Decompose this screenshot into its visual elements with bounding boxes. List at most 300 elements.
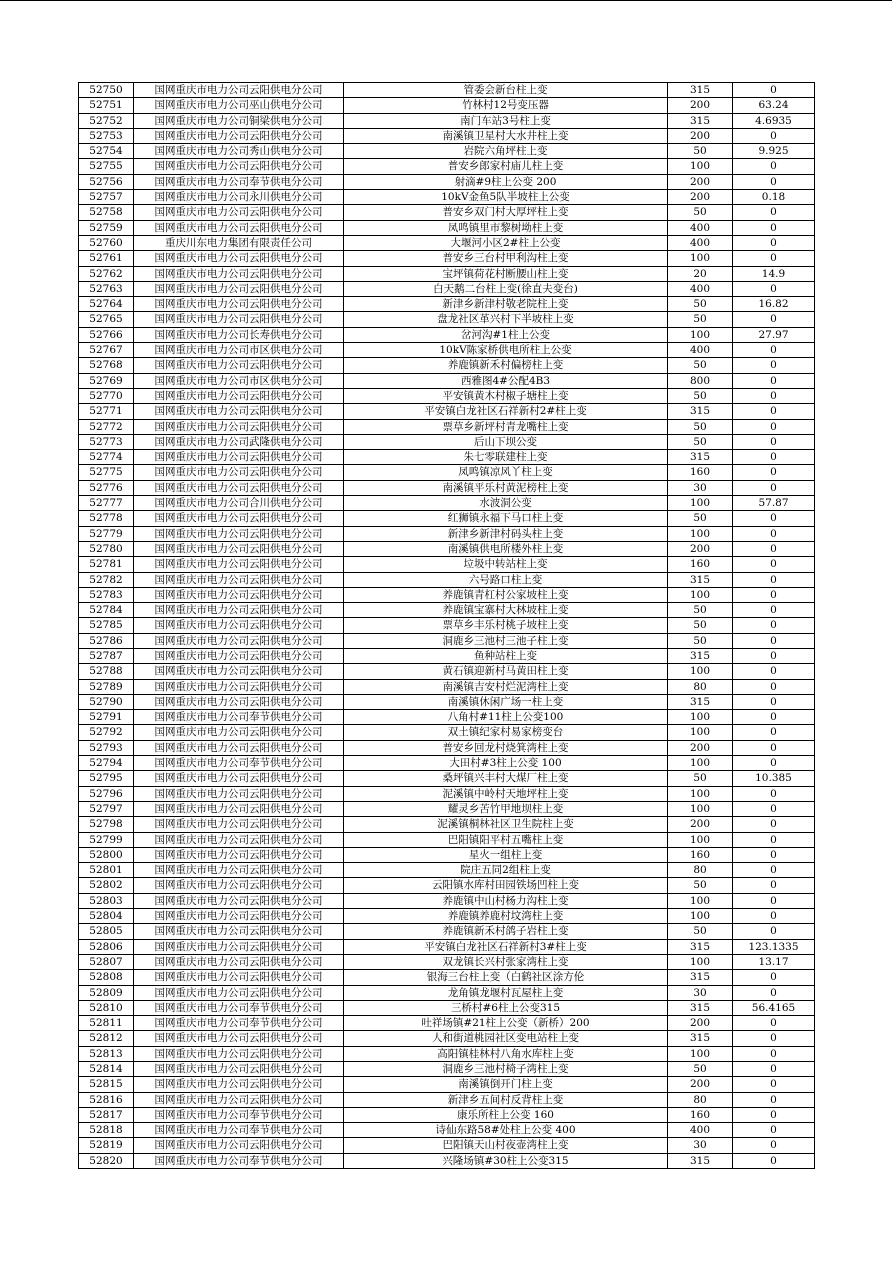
value-cell: 10.385 [733, 771, 815, 786]
value-cell: 0 [733, 450, 815, 465]
transformer-name-cell: 诗仙东路58#处柱上公变 400 [344, 1123, 668, 1138]
company-cell: 国网重庆市电力公司云阳供电分公司 [134, 664, 344, 679]
company-cell: 国网重庆市电力公司云阳供电分公司 [134, 740, 344, 755]
table-row [79, 465, 815, 480]
value-cell: 0 [733, 909, 815, 924]
transformer-name-cell: 六号路口柱上变 [344, 572, 668, 587]
capacity-cell: 315 [668, 939, 733, 954]
table-row [79, 1046, 815, 1061]
table-row [79, 801, 815, 816]
value-cell: 0 [733, 587, 815, 602]
capacity-cell: 100 [668, 954, 733, 969]
value-cell: 0 [733, 1062, 815, 1077]
transformer-name-cell: 普安乡郎家村庙儿柱上变 [344, 159, 668, 174]
capacity-cell: 400 [668, 281, 733, 296]
row-id-cell: 52807 [79, 954, 134, 969]
capacity-cell: 400 [668, 220, 733, 235]
table-row [79, 190, 815, 205]
capacity-cell: 315 [668, 450, 733, 465]
row-id-cell: 52793 [79, 740, 134, 755]
row-id-cell: 52809 [79, 985, 134, 1000]
row-id-cell: 52768 [79, 358, 134, 373]
transformer-name-cell: 竹林村12号变压器 [344, 98, 668, 113]
transformer-name-cell: 票草乡新坪村青龙嘴柱上变 [344, 419, 668, 434]
company-cell: 国网重庆市电力公司云阳供电分公司 [134, 786, 344, 801]
transformer-name-cell: 水波洞公变 [344, 496, 668, 511]
row-id-cell: 52769 [79, 373, 134, 388]
value-cell: 0 [733, 1092, 815, 1107]
row-id-cell: 52815 [79, 1077, 134, 1092]
transformer-name-cell: 西雅图4#公配4B3 [344, 373, 668, 388]
capacity-cell: 200 [668, 98, 733, 113]
capacity-cell: 30 [668, 985, 733, 1000]
value-cell: 4.6935 [733, 113, 815, 128]
company-cell: 国网重庆市电力公司云阳供电分公司 [134, 618, 344, 633]
transformer-name-cell: 龙角镇龙堰村瓦屋柱上变 [344, 985, 668, 1000]
value-cell: 0 [733, 1107, 815, 1122]
transformer-name-cell: 岔河沟#1柱上公变 [344, 327, 668, 342]
company-cell: 国网重庆市电力公司云阳供电分公司 [134, 878, 344, 893]
table-row [79, 159, 815, 174]
transformer-name-cell: 南溪镇平乐村黄泥榜柱上变 [344, 480, 668, 495]
value-cell: 0 [733, 465, 815, 480]
transformer-name-cell: 星火一组柱上变 [344, 847, 668, 862]
capacity-cell: 20 [668, 266, 733, 281]
page-top-border [0, 0, 892, 1]
transformer-name-cell: 白天鹅二台柱上变(徐直夫变台) [344, 281, 668, 296]
row-id-cell: 52796 [79, 786, 134, 801]
table-row [79, 817, 815, 832]
row-id-cell: 52752 [79, 113, 134, 128]
transformer-name-cell: 养鹿镇新禾村鸽子岩柱上变 [344, 924, 668, 939]
value-cell: 0 [733, 1016, 815, 1031]
capacity-cell: 100 [668, 496, 733, 511]
transformer-name-cell: 八角村#11柱上公变100 [344, 710, 668, 725]
transformer-name-cell: 10kV金鱼5队半坡柱上公变 [344, 190, 668, 205]
company-cell: 国网重庆市电力公司云阳供电分公司 [134, 970, 344, 985]
capacity-cell: 315 [668, 1031, 733, 1046]
capacity-cell: 100 [668, 1046, 733, 1061]
table-row [79, 1016, 815, 1031]
row-id-cell: 52792 [79, 725, 134, 740]
row-id-cell: 52816 [79, 1092, 134, 1107]
table-row [79, 572, 815, 587]
company-cell: 国网重庆市电力公司云阳供电分公司 [134, 924, 344, 939]
table-row [79, 756, 815, 771]
capacity-cell: 100 [668, 801, 733, 816]
transformer-name-cell: 康乐所柱上公变 160 [344, 1107, 668, 1122]
company-cell: 国网重庆市电力公司永川供电分公司 [134, 190, 344, 205]
row-id-cell: 52819 [79, 1138, 134, 1153]
value-cell: 16.82 [733, 297, 815, 312]
capacity-cell: 400 [668, 343, 733, 358]
value-cell: 0 [733, 1123, 815, 1138]
row-id-cell: 52801 [79, 863, 134, 878]
capacity-cell: 50 [668, 618, 733, 633]
company-cell: 国网重庆市电力公司云阳供电分公司 [134, 83, 344, 98]
value-cell: 0 [733, 618, 815, 633]
transformer-name-cell: 南溪镇卫星村大水井柱上变 [344, 128, 668, 143]
row-id-cell: 52763 [79, 281, 134, 296]
value-cell: 63.24 [733, 98, 815, 113]
row-id-cell: 52790 [79, 694, 134, 709]
table-row [79, 1123, 815, 1138]
table-row [79, 174, 815, 189]
table-row [79, 633, 815, 648]
company-cell: 国网重庆市电力公司武隆供电分公司 [134, 434, 344, 449]
table-row [79, 939, 815, 954]
capacity-cell: 160 [668, 1107, 733, 1122]
company-cell: 国网重庆市电力公司云阳供电分公司 [134, 648, 344, 663]
table-row [79, 771, 815, 786]
transformer-name-cell: 桑坪镇兴丰村大煤厂柱上变 [344, 771, 668, 786]
capacity-cell: 200 [668, 1077, 733, 1092]
table-row [79, 266, 815, 281]
company-cell: 国网重庆市电力公司云阳供电分公司 [134, 603, 344, 618]
company-cell: 国网重庆市电力公司云阳供电分公司 [134, 511, 344, 526]
table-row [79, 113, 815, 128]
value-cell: 0 [733, 924, 815, 939]
row-id-cell: 52750 [79, 83, 134, 98]
table-row [79, 373, 815, 388]
transformer-name-cell: 兴隆场镇#30柱上公变315 [344, 1153, 668, 1168]
row-id-cell: 52818 [79, 1123, 134, 1138]
row-id-cell: 52783 [79, 587, 134, 602]
company-cell: 国网重庆市电力公司铜梁供电分公司 [134, 113, 344, 128]
capacity-cell: 50 [668, 358, 733, 373]
row-id-cell: 52812 [79, 1031, 134, 1046]
table-row [79, 725, 815, 740]
capacity-cell: 100 [668, 327, 733, 342]
table-row [79, 603, 815, 618]
table-row [79, 648, 815, 663]
table-row [79, 1107, 815, 1122]
row-id-cell: 52770 [79, 388, 134, 403]
table-row [79, 1000, 815, 1015]
table-row [79, 1153, 815, 1168]
table-row [79, 450, 815, 465]
table-row [79, 419, 815, 434]
row-id-cell: 52788 [79, 664, 134, 679]
company-cell: 国网重庆市电力公司合川供电分公司 [134, 496, 344, 511]
capacity-cell: 160 [668, 557, 733, 572]
value-cell: 0 [733, 128, 815, 143]
table-row [79, 83, 815, 98]
transformer-name-cell: 南溪镇吉安村烂泥湾柱上变 [344, 679, 668, 694]
table-row [79, 832, 815, 847]
capacity-cell: 50 [668, 205, 733, 220]
company-cell: 国网重庆市电力公司云阳供电分公司 [134, 128, 344, 143]
table-row [79, 144, 815, 159]
table-row [79, 526, 815, 541]
value-cell: 0 [733, 1046, 815, 1061]
value-cell: 0 [733, 1077, 815, 1092]
row-id-cell: 52777 [79, 496, 134, 511]
table-row [79, 404, 815, 419]
company-cell: 国网重庆市电力公司秀山供电分公司 [134, 144, 344, 159]
table-row [79, 434, 815, 449]
capacity-cell: 50 [668, 297, 733, 312]
capacity-cell: 100 [668, 159, 733, 174]
table-row [79, 618, 815, 633]
company-cell: 国网重庆市电力公司云阳供电分公司 [134, 526, 344, 541]
value-cell: 0 [733, 388, 815, 403]
capacity-cell: 315 [668, 970, 733, 985]
table-row [79, 281, 815, 296]
row-id-cell: 52766 [79, 327, 134, 342]
company-cell: 国网重庆市电力公司云阳供电分公司 [134, 679, 344, 694]
row-id-cell: 52755 [79, 159, 134, 174]
capacity-cell: 200 [668, 740, 733, 755]
company-cell: 国网重庆市电力公司云阳供电分公司 [134, 541, 344, 556]
table-row [79, 205, 815, 220]
transformer-table [78, 82, 815, 1169]
transformer-name-cell: 新津乡新津村码头柱上变 [344, 526, 668, 541]
capacity-cell: 100 [668, 756, 733, 771]
value-cell: 0 [733, 434, 815, 449]
company-cell: 国网重庆市电力公司云阳供电分公司 [134, 281, 344, 296]
company-cell: 国网重庆市电力公司云阳供电分公司 [134, 1138, 344, 1153]
transformer-name-cell: 云阳镇水库村田园铁场凹柱上变 [344, 878, 668, 893]
table-body [79, 83, 815, 1169]
row-id-cell: 52794 [79, 756, 134, 771]
capacity-cell: 100 [668, 909, 733, 924]
value-cell: 14.9 [733, 266, 815, 281]
transformer-name-cell: 南溪镇倒开门柱上变 [344, 1077, 668, 1092]
capacity-cell: 100 [668, 710, 733, 725]
value-cell: 0 [733, 893, 815, 908]
table-row [79, 954, 815, 969]
table-row [79, 557, 815, 572]
row-id-cell: 52786 [79, 633, 134, 648]
company-cell: 国网重庆市电力公司云阳供电分公司 [134, 557, 344, 572]
table-row [79, 970, 815, 985]
row-id-cell: 52774 [79, 450, 134, 465]
capacity-cell: 50 [668, 312, 733, 327]
table-row [79, 740, 815, 755]
transformer-name-cell: 双龙镇长兴村张家湾柱上变 [344, 954, 668, 969]
table-row [79, 786, 815, 801]
company-cell: 国网重庆市电力公司云阳供电分公司 [134, 220, 344, 235]
transformer-name-cell: 耀灵乡苦竹甲地坝柱上变 [344, 801, 668, 816]
company-cell: 国网重庆市电力公司云阳供电分公司 [134, 909, 344, 924]
company-cell: 国网重庆市电力公司云阳供电分公司 [134, 939, 344, 954]
capacity-cell: 315 [668, 648, 733, 663]
value-cell: 0 [733, 281, 815, 296]
transformer-name-cell: 普安乡回龙村烧箕湾柱上变 [344, 740, 668, 755]
row-id-cell: 52800 [79, 847, 134, 862]
table-row [79, 343, 815, 358]
row-id-cell: 52804 [79, 909, 134, 924]
value-cell: 0.18 [733, 190, 815, 205]
company-cell: 国网重庆市电力公司云阳供电分公司 [134, 388, 344, 403]
company-cell: 国网重庆市电力公司云阳供电分公司 [134, 404, 344, 419]
transformer-name-cell: 宝坪镇荷花村断腰山柱上变 [344, 266, 668, 281]
table-row [79, 327, 815, 342]
capacity-cell: 100 [668, 251, 733, 266]
value-cell: 0 [733, 756, 815, 771]
value-cell: 0 [733, 832, 815, 847]
capacity-cell: 160 [668, 847, 733, 862]
company-cell: 国网重庆市电力公司云阳供电分公司 [134, 251, 344, 266]
capacity-cell: 80 [668, 1092, 733, 1107]
capacity-cell: 30 [668, 480, 733, 495]
row-id-cell: 52762 [79, 266, 134, 281]
company-cell: 国网重庆市电力公司云阳供电分公司 [134, 1031, 344, 1046]
capacity-cell: 50 [668, 771, 733, 786]
capacity-cell: 315 [668, 572, 733, 587]
capacity-cell: 80 [668, 679, 733, 694]
transformer-name-cell: 平安镇黄木村椒子塘柱上变 [344, 388, 668, 403]
table-row [79, 878, 815, 893]
table-row [79, 909, 815, 924]
value-cell: 27.97 [733, 327, 815, 342]
value-cell: 0 [733, 786, 815, 801]
transformer-name-cell: 双土镇纪家村易家榜变台 [344, 725, 668, 740]
row-id-cell: 52775 [79, 465, 134, 480]
capacity-cell: 160 [668, 465, 733, 480]
row-id-cell: 52782 [79, 572, 134, 587]
company-cell: 国网重庆市电力公司云阳供电分公司 [134, 572, 344, 587]
table-row [79, 1077, 815, 1092]
company-cell: 国网重庆市电力公司市区供电分公司 [134, 373, 344, 388]
transformer-name-cell: 银海三台柱上变（白鹤社区涂方伦 [344, 970, 668, 985]
capacity-cell: 100 [668, 587, 733, 602]
company-cell: 国网重庆市电力公司云阳供电分公司 [134, 694, 344, 709]
row-id-cell: 52776 [79, 480, 134, 495]
row-id-cell: 52820 [79, 1153, 134, 1168]
company-cell: 国网重庆市电力公司奉节供电分公司 [134, 756, 344, 771]
transformer-name-cell: 鱼种站柱上变 [344, 648, 668, 663]
capacity-cell: 315 [668, 1153, 733, 1168]
company-cell: 国网重庆市电力公司云阳供电分公司 [134, 954, 344, 969]
transformer-name-cell: 管委会新台柱上变 [344, 83, 668, 98]
transformer-name-cell: 南门车站3号柱上变 [344, 113, 668, 128]
row-id-cell: 52767 [79, 343, 134, 358]
row-id-cell: 52789 [79, 679, 134, 694]
transformer-name-cell: 巴阳镇阳平村五嘴柱上变 [344, 832, 668, 847]
capacity-cell: 50 [668, 1062, 733, 1077]
company-cell: 国网重庆市电力公司云阳供电分公司 [134, 725, 344, 740]
row-id-cell: 52791 [79, 710, 134, 725]
row-id-cell: 52803 [79, 893, 134, 908]
value-cell: 57.87 [733, 496, 815, 511]
value-cell: 56.4165 [733, 1000, 815, 1015]
capacity-cell: 50 [668, 434, 733, 449]
transformer-name-cell: 三桥村#6柱上公变315 [344, 1000, 668, 1015]
row-id-cell: 52798 [79, 817, 134, 832]
table-row [79, 694, 815, 709]
value-cell: 0 [733, 205, 815, 220]
capacity-cell: 315 [668, 113, 733, 128]
row-id-cell: 52758 [79, 205, 134, 220]
capacity-cell: 100 [668, 893, 733, 908]
value-cell: 0 [733, 572, 815, 587]
value-cell: 0 [733, 603, 815, 618]
transformer-name-cell: 岩院六角坪柱上变 [344, 144, 668, 159]
value-cell: 0 [733, 235, 815, 250]
row-id-cell: 52785 [79, 618, 134, 633]
transformer-name-cell: 巴阳镇天山村夜壶湾柱上变 [344, 1138, 668, 1153]
table-row [79, 358, 815, 373]
company-cell: 国网重庆市电力公司云阳供电分公司 [134, 480, 344, 495]
company-cell: 国网重庆市电力公司云阳供电分公司 [134, 633, 344, 648]
row-id-cell: 52757 [79, 190, 134, 205]
company-cell: 国网重庆市电力公司云阳供电分公司 [134, 801, 344, 816]
table-row [79, 679, 815, 694]
capacity-cell: 50 [668, 419, 733, 434]
transformer-name-cell: 泥溪镇桐林社区卫生院柱上变 [344, 817, 668, 832]
table-row [79, 220, 815, 235]
transformer-name-cell: 养鹿镇青杠村公家坡柱上变 [344, 587, 668, 602]
value-cell: 0 [733, 343, 815, 358]
transformer-name-cell: 洞鹿乡三池村椅子湾柱上变 [344, 1062, 668, 1077]
value-cell: 0 [733, 1153, 815, 1168]
row-id-cell: 52805 [79, 924, 134, 939]
value-cell: 123.1335 [733, 939, 815, 954]
table-row [79, 496, 815, 511]
company-cell: 国网重庆市电力公司奉节供电分公司 [134, 1016, 344, 1031]
capacity-cell: 315 [668, 694, 733, 709]
row-id-cell: 52799 [79, 832, 134, 847]
transformer-name-cell: 养鹿镇宝寨村大林坡柱上变 [344, 603, 668, 618]
capacity-cell: 400 [668, 1123, 733, 1138]
company-cell: 国网重庆市电力公司云阳供电分公司 [134, 1046, 344, 1061]
capacity-cell: 315 [668, 1000, 733, 1015]
table-row [79, 847, 815, 862]
row-id-cell: 52778 [79, 511, 134, 526]
table-row [79, 863, 815, 878]
row-id-cell: 52751 [79, 98, 134, 113]
company-cell: 国网重庆市电力公司云阳供电分公司 [134, 893, 344, 908]
row-id-cell: 52754 [79, 144, 134, 159]
value-cell: 0 [733, 679, 815, 694]
capacity-cell: 400 [668, 235, 733, 250]
transformer-name-cell: 平安镇白龙社区石祥新村2#柱上变 [344, 404, 668, 419]
table-row [79, 128, 815, 143]
row-id-cell: 52817 [79, 1107, 134, 1122]
value-cell: 0 [733, 648, 815, 663]
company-cell: 国网重庆市电力公司云阳供电分公司 [134, 587, 344, 602]
transformer-name-cell: 朱七零联建柱上变 [344, 450, 668, 465]
table-row [79, 985, 815, 1000]
transformer-name-cell: 养鹿镇养鹿村坟湾柱上变 [344, 909, 668, 924]
capacity-cell: 50 [668, 144, 733, 159]
value-cell: 0 [733, 220, 815, 235]
capacity-cell: 50 [668, 603, 733, 618]
capacity-cell: 200 [668, 817, 733, 832]
company-cell: 国网重庆市电力公司云阳供电分公司 [134, 266, 344, 281]
table-row [79, 893, 815, 908]
company-cell: 重庆川东电力集团有限责任公司 [134, 235, 344, 250]
row-id-cell: 52756 [79, 174, 134, 189]
transformer-name-cell: 南溪镇供电所楼外柱上变 [344, 541, 668, 556]
row-id-cell: 52759 [79, 220, 134, 235]
row-id-cell: 52811 [79, 1016, 134, 1031]
value-cell: 0 [733, 847, 815, 862]
row-id-cell: 52771 [79, 404, 134, 419]
value-cell: 13.17 [733, 954, 815, 969]
company-cell: 国网重庆市电力公司云阳供电分公司 [134, 358, 344, 373]
company-cell: 国网重庆市电力公司云阳供电分公司 [134, 1092, 344, 1107]
table-row [79, 587, 815, 602]
capacity-cell: 800 [668, 373, 733, 388]
row-id-cell: 52781 [79, 557, 134, 572]
table-row [79, 297, 815, 312]
value-cell: 0 [733, 740, 815, 755]
transformer-name-cell: 新津乡五间村反背柱上变 [344, 1092, 668, 1107]
transformer-name-cell: 大堰河小区2#柱上公变 [344, 235, 668, 250]
